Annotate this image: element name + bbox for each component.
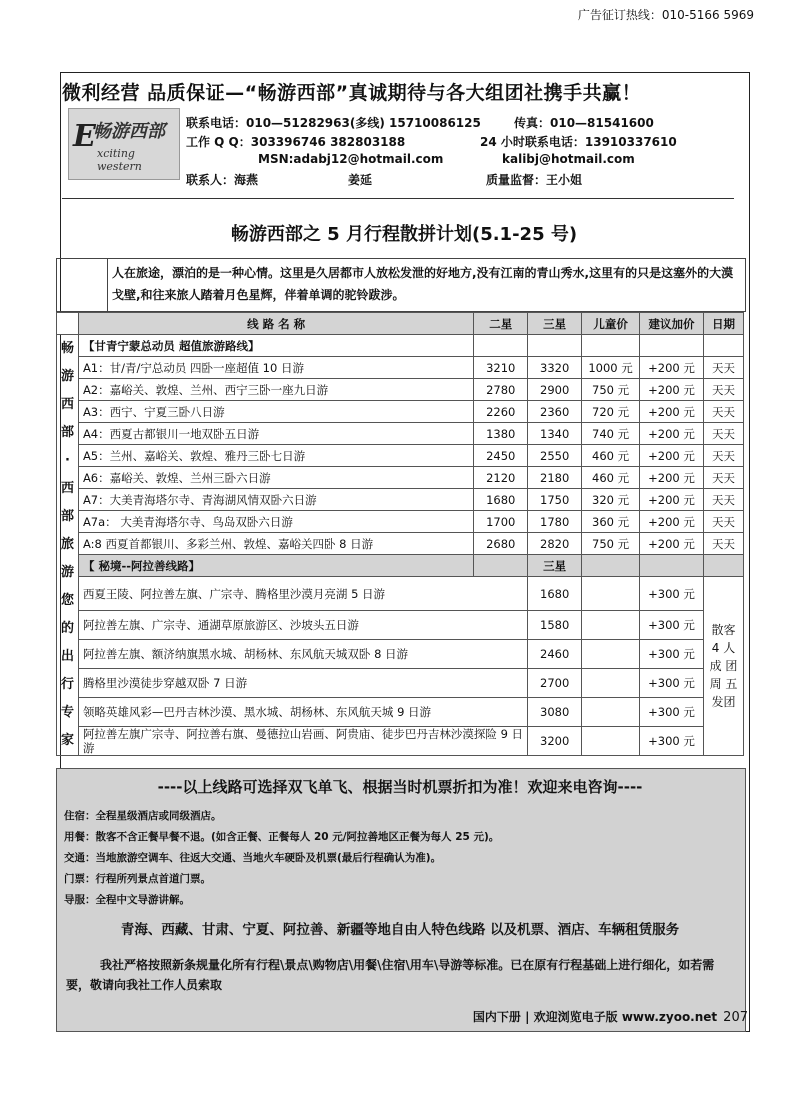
route-name: A7：大美青海塔尔寺、青海湖风情双卧六日游 — [78, 489, 473, 511]
side-char: 家 — [60, 733, 74, 748]
route-name: 阿拉善左旗、广宗寺、通湖草原旅游区、沙坡头五日游 — [78, 611, 527, 640]
page-number: 207 — [723, 1010, 748, 1025]
side-char: · — [64, 453, 70, 468]
departure-date: 天天 — [704, 445, 744, 467]
suggested-markup: +200 元 — [640, 533, 704, 555]
intro-text: 人在旅途，漂泊的是一种心情。这里是久居都市人放松发泄的好地方,没有江南的青山秀水,这里有的只是这塞外的大漠戈壁,和往来旅人踏着月色星辉，伴着单调的驼铃跋涉。 — [112, 266, 734, 302]
suggested-markup: +200 元 — [640, 489, 704, 511]
header-child-price: 儿童价 — [582, 313, 640, 335]
side-char: 游 — [60, 565, 74, 580]
contact-24h: 24 小时联系电话：13910337610 — [480, 135, 677, 149]
price-two-star: 2260 — [474, 401, 528, 423]
closing-text: 我社严格按照新条规量化所有行程\景点\购物店\用餐\住宿\用车\导游等标准。已在原有行程基础上进行细化，如若需要，敬请向我社工作人员索取 — [66, 958, 715, 992]
section-col-label: 三星 — [528, 555, 582, 577]
price-child: 750 元 — [582, 379, 640, 401]
price-two-star: 2780 — [474, 379, 528, 401]
company-logo — [68, 108, 180, 180]
blank-cell — [582, 698, 640, 727]
price-three-star: 1680 — [528, 577, 582, 611]
price-three-star: 2180 — [528, 467, 582, 489]
price-three-star: 2820 — [528, 533, 582, 555]
price-three-star: 2700 — [528, 669, 582, 698]
table-row — [57, 379, 744, 401]
blank-cell — [474, 335, 528, 357]
route-name: 领略英雄风彩—巴丹吉林沙漠、黑水城、胡杨林、东风航天城 9 日游 — [78, 698, 527, 727]
blank-cell — [582, 640, 640, 669]
blank-cell — [582, 611, 640, 640]
header-three-star: 三星 — [528, 313, 582, 335]
logo-letter: E — [73, 119, 96, 154]
side-slogan — [57, 335, 79, 756]
route-name: A1：甘/青/宁总动员 四卧一座超值 10 日游 — [78, 357, 473, 379]
info-transport: 交通：当地旅游空调车、往返大交通、当地火车硬卧及机票(最后行程确认为准)。 — [64, 852, 442, 864]
price-three-star: 2460 — [528, 640, 582, 669]
group-departure-note: 散客 4 人 成 团 周 五 发团 — [704, 577, 744, 756]
flight-notice: ----以上线路可选择双飞单飞、根据当时机票折扣为准！欢迎来电咨询---- — [157, 778, 643, 796]
side-char: 旅 — [60, 537, 74, 552]
price-two-star: 3210 — [474, 357, 528, 379]
header-divider — [62, 198, 734, 199]
page-footer — [473, 1008, 748, 1025]
route-name: A2：嘉峪关、敦煌、兰州、西宁三卧一座九日游 — [78, 379, 473, 401]
table-row — [57, 423, 744, 445]
info-meals: 用餐：散客不含正餐早餐不退。(如含正餐、正餐每人 20 元/阿拉善地区正餐为每人 25 元)。 — [64, 831, 500, 843]
departure-date: 天天 — [704, 511, 744, 533]
route-name: A6：嘉峪关、敦煌、兰州三卧六日游 — [78, 467, 473, 489]
suggested-markup: +300 元 — [640, 640, 704, 669]
price-three-star: 1580 — [528, 611, 582, 640]
logo-chinese-name: 畅游西部 — [93, 121, 165, 142]
blank-cell — [582, 335, 640, 357]
side-char: 行 — [60, 677, 74, 692]
contact-qq: 工作 Q Q：303396746 382803188 — [186, 135, 406, 149]
route-name: A7a： 大美青海塔尔寺、鸟岛双卧六日游 — [78, 511, 473, 533]
info-accommodation: 住宿：全程星级酒店或同级酒店。 — [64, 810, 222, 822]
route-name: A:8 西夏首都银川、多彩兰州、敦煌、嘉峪关四卧 8 日游 — [78, 533, 473, 555]
departure-date: 天天 — [704, 489, 744, 511]
header-blank — [57, 313, 79, 335]
side-char: 游 — [60, 369, 74, 384]
intro-left-cell — [57, 259, 108, 311]
suggested-markup: +200 元 — [640, 401, 704, 423]
price-three-star: 1340 — [528, 423, 582, 445]
price-child: 740 元 — [582, 423, 640, 445]
side-char: 西 — [60, 481, 74, 496]
footer-text: 国内下册 | 欢迎浏览电子版 www.zyoo.net — [472, 1010, 718, 1024]
side-char: 您 — [60, 593, 74, 608]
price-three-star: 1780 — [528, 511, 582, 533]
blank-cell — [582, 669, 640, 698]
blank-cell — [704, 555, 744, 577]
price-three-star: 2360 — [528, 401, 582, 423]
suggested-markup: +300 元 — [640, 611, 704, 640]
contact-phone: 联系电话：010—51282963(多线) 15710086125 — [186, 116, 481, 130]
side-char: 的 — [60, 621, 74, 636]
suggested-markup: +200 元 — [640, 511, 704, 533]
price-child: 750 元 — [582, 533, 640, 555]
departure-date: 天天 — [704, 379, 744, 401]
suggested-markup: +300 元 — [640, 669, 704, 698]
table-row — [57, 445, 744, 467]
table-row — [57, 640, 744, 669]
price-three-star: 1750 — [528, 489, 582, 511]
side-char: 西 — [60, 397, 74, 412]
price-two-star: 2680 — [474, 533, 528, 555]
contact-msn: MSN:adabj12@hotmail.com — [258, 152, 444, 166]
price-child: 320 元 — [582, 489, 640, 511]
contact-fax: 传真：010—81541600 — [514, 116, 654, 130]
routes-table — [56, 312, 744, 756]
suggested-markup: +300 元 — [640, 577, 704, 611]
departure-date: 天天 — [704, 533, 744, 555]
contact-email: kalibj@hotmail.com — [502, 152, 635, 166]
suggested-markup: +200 元 — [640, 423, 704, 445]
side-char: 畅 — [60, 341, 74, 356]
table-row — [57, 727, 744, 756]
departure-date: 天天 — [704, 401, 744, 423]
header-two-star: 二星 — [474, 313, 528, 335]
price-child: 360 元 — [582, 511, 640, 533]
info-tickets: 门票：行程所列景点首道门票。 — [64, 873, 211, 885]
blank-cell — [582, 555, 640, 577]
suggested-markup: +300 元 — [640, 698, 704, 727]
side-char: 部 — [60, 509, 74, 524]
route-name: A3：西宁、宁夏三卧八日游 — [78, 401, 473, 423]
table-row — [57, 401, 744, 423]
contact-person: 联系人：海燕 — [186, 173, 259, 187]
price-two-star: 1680 — [474, 489, 528, 511]
price-three-star: 3200 — [528, 727, 582, 756]
section-title: 【甘青宁蒙总动员 超值旅游路线】 — [78, 335, 473, 357]
price-child: 460 元 — [582, 445, 640, 467]
banner-slogan: 微利经营 品质保证—“畅游西部”真诚期待与各大组团社携手共赢！ — [62, 82, 642, 104]
suggested-markup: +200 元 — [640, 445, 704, 467]
table-row — [57, 611, 744, 640]
logo-english-name: xciting western — [97, 147, 142, 173]
page-title: 畅游西部之 5 月行程散拼计划(5.1-25 号) — [230, 224, 578, 245]
suggested-markup: +300 元 — [640, 727, 704, 756]
blank-cell — [640, 335, 704, 357]
price-child: 720 元 — [582, 401, 640, 423]
side-char: 部 — [60, 425, 74, 440]
price-two-star: 1700 — [474, 511, 528, 533]
table-row — [57, 669, 744, 698]
price-two-star: 2120 — [474, 467, 528, 489]
table-row — [57, 489, 744, 511]
services-line: 青海、西藏、甘肃、宁夏、阿拉善、新疆等地自由人特色线路 以及机票、酒店、车辆租赁服务 — [120, 922, 680, 938]
section-row — [57, 555, 744, 577]
suggested-markup: +200 元 — [640, 467, 704, 489]
route-name: 腾格里沙漠徒步穿越双卧 7 日游 — [78, 669, 527, 698]
side-char: 专 — [60, 705, 74, 720]
quality-supervisor: 质量监督：王小姐 — [486, 173, 583, 187]
table-header-row — [57, 313, 744, 335]
header-suggested-markup: 建议加价 — [640, 313, 704, 335]
table-row — [57, 577, 744, 611]
price-two-star: 1380 — [474, 423, 528, 445]
departure-date: 天天 — [704, 423, 744, 445]
price-three-star: 3080 — [528, 698, 582, 727]
price-two-star: 2450 — [474, 445, 528, 467]
departure-date: 天天 — [704, 467, 744, 489]
route-name: 西夏王陵、阿拉善左旗、广宗寺、腾格里沙漠月亮湖 5 日游 — [78, 577, 527, 611]
departure-date: 天天 — [704, 357, 744, 379]
table-row — [57, 533, 744, 555]
suggested-markup: +200 元 — [640, 357, 704, 379]
route-name: A5：兰州、嘉峪关、敦煌、雅丹三卧七日游 — [78, 445, 473, 467]
blank-cell — [474, 555, 528, 577]
blank-cell — [582, 727, 640, 756]
blank-cell — [582, 577, 640, 611]
route-name: A4：西夏古都银川一地双卧五日游 — [78, 423, 473, 445]
info-guide: 导服：全程中文导游讲解。 — [64, 894, 190, 906]
table-row — [57, 511, 744, 533]
header-route-name: 线 路 名 称 — [78, 313, 473, 335]
blank-cell — [704, 335, 744, 357]
table-row — [57, 698, 744, 727]
section-row — [57, 335, 744, 357]
route-name: 阿拉善左旗广宗寺、阿拉善右旗、曼德拉山岩画、阿贵庙、徒步巴丹吉林沙漠探险 9 日游 — [78, 727, 527, 756]
route-name: 阿拉善左旗、额济纳旗黑水城、胡杨林、东风航天城双卧 8 日游 — [78, 640, 527, 669]
price-three-star: 3320 — [528, 357, 582, 379]
suggested-markup: +200 元 — [640, 379, 704, 401]
price-three-star: 2900 — [528, 379, 582, 401]
price-three-star: 2550 — [528, 445, 582, 467]
header-date: 日期 — [704, 313, 744, 335]
blank-cell — [640, 555, 704, 577]
contact-person-2: 姜延 — [348, 173, 373, 187]
side-char: 出 — [60, 649, 74, 664]
ad-hotline: 广告征订热线：010-5166 5969 — [577, 8, 754, 22]
price-child: 460 元 — [582, 467, 640, 489]
section-title: 【 秘境--阿拉善线路】 — [78, 555, 473, 577]
blank-cell — [528, 335, 582, 357]
table-row — [57, 467, 744, 489]
table-row — [57, 357, 744, 379]
price-child: 1000 元 — [582, 357, 640, 379]
